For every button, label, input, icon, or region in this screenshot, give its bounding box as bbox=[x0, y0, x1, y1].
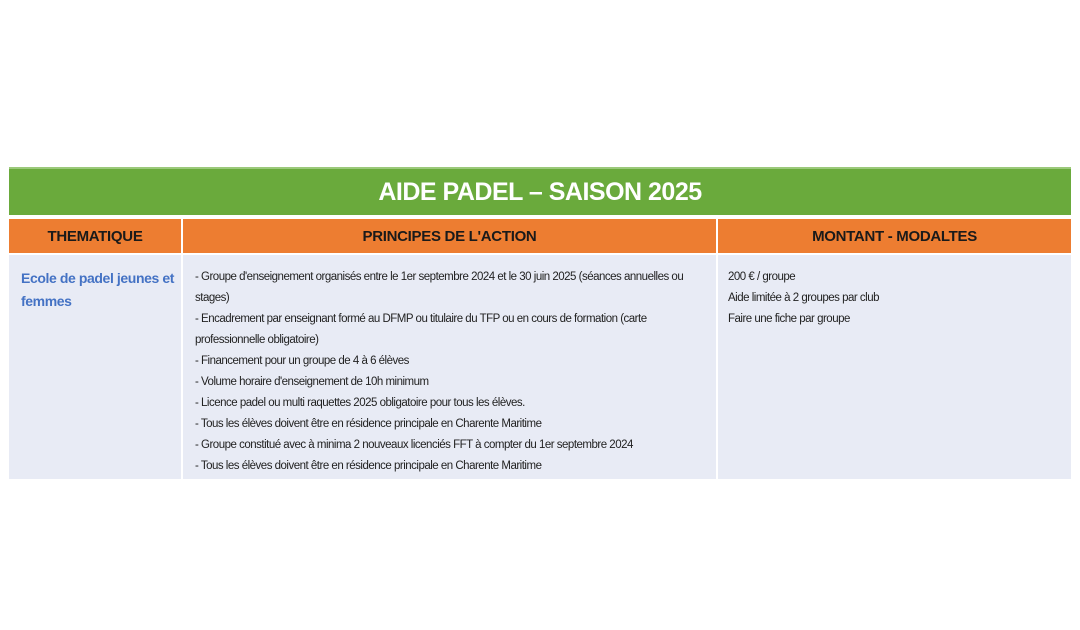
principle-item: - Groupe constitué avec à minima 2 nouveaux licenciés FFT à compter du 1er septembre 2024 bbox=[195, 439, 633, 451]
cell-thematique bbox=[9, 255, 181, 479]
principle-item: - Tous les élèves doivent être en résidence principale en Charente Maritime bbox=[195, 418, 542, 430]
header-montant: MONTANT - MODALTES bbox=[718, 219, 1071, 253]
principle-item: - Groupe d'enseignement organisés entre le 1er septembre 2024 et le 30 juin 2025 (séances annuelles ou stages) bbox=[195, 271, 684, 304]
table-title: AIDE PADEL – SAISON 2025 bbox=[9, 167, 1071, 215]
montant-item: 200 € / groupe bbox=[728, 271, 796, 283]
header-thematique: THEMATIQUE bbox=[9, 219, 181, 253]
table-row bbox=[9, 255, 1071, 479]
montant-item: Aide limitée à 2 groupes par club bbox=[728, 292, 879, 304]
cell-montant bbox=[718, 255, 1071, 479]
principle-item: - Financement pour un groupe de 4 à 6 élèves bbox=[195, 355, 409, 367]
thematique-text: Ecole de padel jeunes et femmes bbox=[21, 270, 175, 309]
aid-table bbox=[9, 167, 1071, 479]
cell-principes bbox=[183, 255, 716, 479]
header-row bbox=[9, 219, 1071, 253]
principle-item: - Tous les élèves doivent être en résidence principale en Charente Maritime bbox=[195, 460, 542, 472]
principles-list bbox=[189, 267, 710, 477]
header-principes: PRINCIPES DE L'ACTION bbox=[183, 219, 716, 253]
principle-item: - Volume horaire d'enseignement de 10h minimum bbox=[195, 376, 429, 388]
montant-item: Faire une fiche par groupe bbox=[728, 313, 850, 325]
principle-item: - Encadrement par enseignant formé au DFMP ou titulaire du TFP ou en cours de formation (carte professionnelle obligatoire) bbox=[195, 313, 647, 346]
principle-item: - Licence padel ou multi raquettes 2025 obligatoire pour tous les élèves. bbox=[195, 397, 525, 409]
montant-list bbox=[724, 267, 1065, 330]
